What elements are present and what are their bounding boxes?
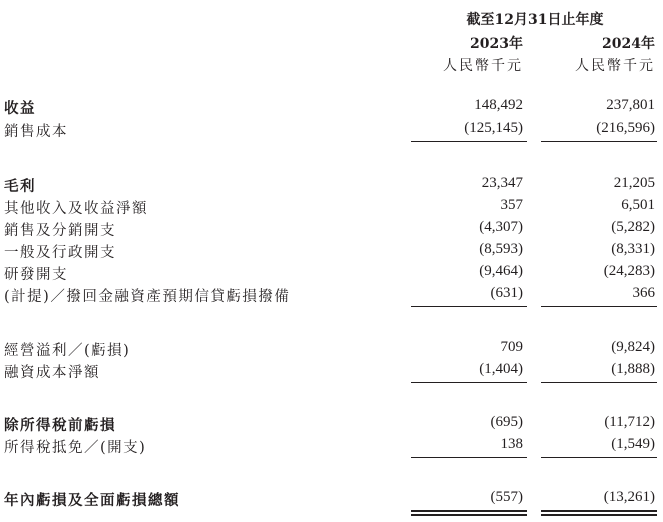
- row-value-2023-loss-before-tax: (695): [490, 414, 523, 430]
- row-value-2023-gross-profit: 23,347: [481, 175, 523, 191]
- row-value-2024-cost-of-sales: (216,596): [596, 120, 655, 136]
- subtotal-rule-2023: [411, 141, 527, 142]
- subtotal-rule-2023: [411, 457, 527, 458]
- row-value-2024-finance-costs: (1,888): [611, 361, 655, 377]
- row-value-2023-finance-costs: (1,404): [479, 361, 523, 377]
- subtotal-rule-2024: [541, 141, 657, 142]
- row-value-2024-revenue: 237,801: [606, 97, 655, 113]
- subtotal-rule-2024: [541, 382, 657, 383]
- row-label-other-income: 其他收入及收益淨額: [4, 201, 148, 217]
- subtotal-rule-2023: [411, 306, 527, 307]
- row-value-2023-rd-expenses: (9,464): [479, 263, 523, 279]
- row-value-2024-income-tax: (1,549): [611, 436, 655, 452]
- year-2023-header: 2023年: [470, 36, 523, 52]
- row-label-revenue: 收益: [4, 100, 36, 117]
- row-value-2023-other-income: 357: [500, 197, 523, 213]
- row-value-2024-total-loss: (13,261): [603, 489, 655, 505]
- subtotal-rule-2023: [411, 382, 527, 383]
- row-label-selling-expenses: 銷售及分銷開支: [4, 223, 116, 239]
- row-label-ecl-provision: (計提)／撥回金融資產預期信貸虧損撥備: [4, 289, 291, 305]
- row-label-total-loss: 年內虧損及全面虧損總額: [4, 492, 180, 509]
- total-double-rule-2024-bottom: [541, 514, 657, 516]
- row-value-2023-admin-expenses: (8,593): [479, 241, 523, 257]
- row-label-gross-profit: 毛利: [4, 178, 36, 195]
- unit-2023-header: 人民幣千元: [443, 58, 523, 74]
- row-label-admin-expenses: 一般及行政開支: [4, 245, 116, 261]
- total-double-rule-2023-bottom: [411, 514, 527, 516]
- period-header: 截至12月31日止年度: [466, 12, 604, 28]
- row-value-2023-operating-profit: 709: [500, 339, 523, 355]
- row-label-income-tax: 所得稅抵免／(開支): [4, 440, 147, 456]
- row-value-2023-cost-of-sales: (125,145): [464, 120, 523, 136]
- row-label-loss-before-tax: 除所得稅前虧損: [4, 417, 116, 434]
- row-value-2023-total-loss: (557): [490, 489, 523, 505]
- row-value-2024-rd-expenses: (24,283): [603, 263, 655, 279]
- row-label-cost-of-sales: 銷售成本: [4, 124, 68, 140]
- row-value-2024-selling-expenses: (5,282): [611, 219, 655, 235]
- row-value-2024-loss-before-tax: (11,712): [604, 414, 655, 430]
- unit-2024-header: 人民幣千元: [575, 58, 655, 74]
- subtotal-rule-2024: [541, 306, 657, 307]
- subtotal-rule-2024: [541, 457, 657, 458]
- row-value-2024-ecl-provision: 366: [632, 285, 655, 301]
- row-value-2023-selling-expenses: (4,307): [479, 219, 523, 235]
- row-value-2024-operating-profit: (9,824): [611, 339, 655, 355]
- row-value-2024-gross-profit: 21,205: [613, 175, 655, 191]
- row-value-2023-income-tax: 138: [500, 436, 523, 452]
- total-double-rule-2024-top: [541, 510, 657, 512]
- year-2024-header: 2024年: [602, 36, 655, 52]
- row-value-2024-admin-expenses: (8,331): [611, 241, 655, 257]
- row-value-2023-ecl-provision: (631): [490, 285, 523, 301]
- row-label-operating-profit: 經營溢利／(虧損): [4, 343, 131, 359]
- row-label-rd-expenses: 研發開支: [4, 267, 68, 283]
- row-value-2023-revenue: 148,492: [474, 97, 523, 113]
- total-double-rule-2023-top: [411, 510, 527, 512]
- row-value-2024-other-income: 6,501: [621, 197, 655, 213]
- row-label-finance-costs: 融資成本淨額: [4, 365, 100, 381]
